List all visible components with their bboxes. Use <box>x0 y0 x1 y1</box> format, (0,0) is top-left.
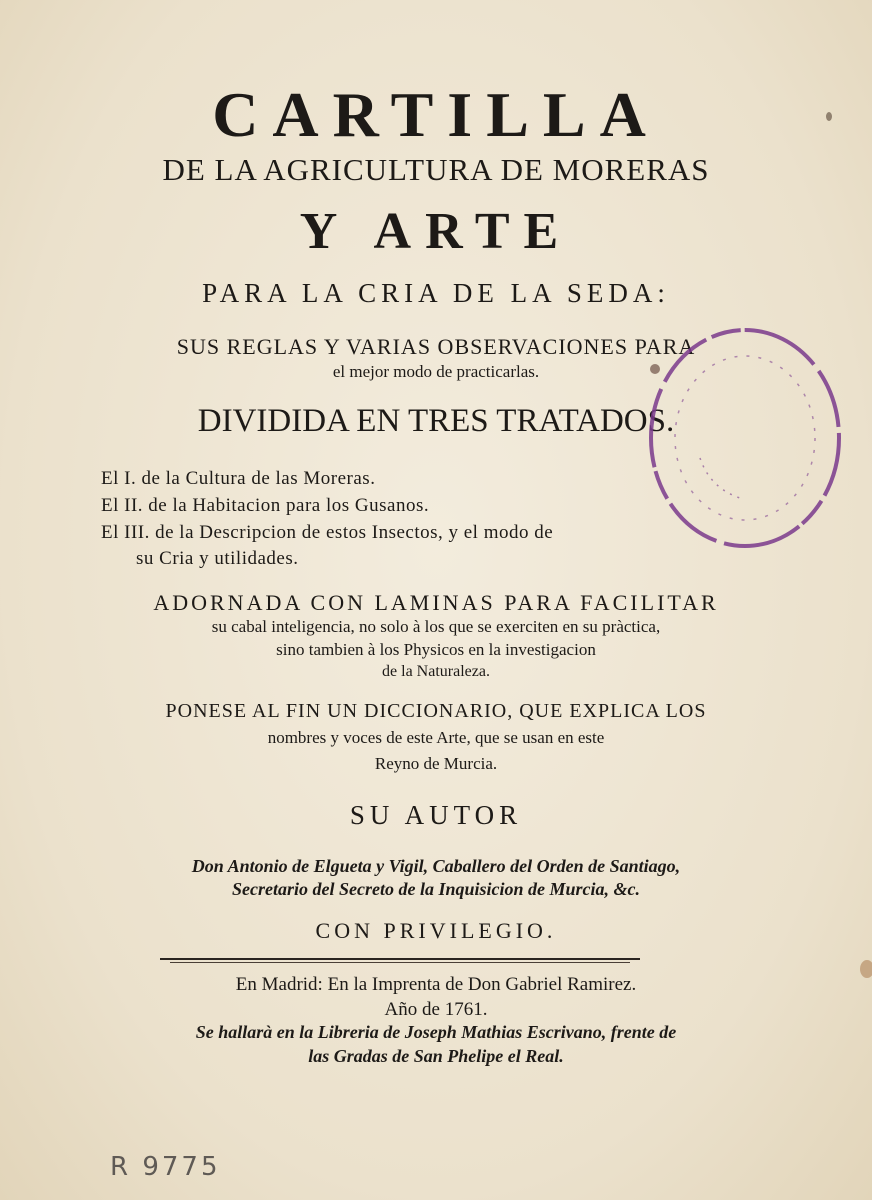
adornment-line: ADORNADA CON LAMINAS PARA FACILITAR <box>153 590 719 615</box>
dictionary-line: Reyno de Murcia. <box>374 754 498 773</box>
treatise-item: El II. de la Habitacion para los Gusanos. <box>101 495 430 516</box>
subtitle-line: PARA LA CRIA DE LA SEDA: <box>202 278 670 308</box>
author-line: Secretario del Secreto de la Inquisicion de Murcia, &c. <box>232 879 640 899</box>
library-stamp-icon <box>640 318 850 558</box>
subtitle-line: SUS REGLAS Y VARIAS OBSERVACIONES PARA <box>176 334 696 359</box>
imprint-line: Año de 1761. <box>384 999 488 1020</box>
subtitle-line: el mejor modo de practicarlas. <box>332 362 540 381</box>
author-line: Don Antonio de Elgueta y Vigil, Caballero del Orden de Santiago, <box>191 856 681 876</box>
division-heading: DIVIDIDA EN TRES TRATADOS. <box>197 403 675 439</box>
adornment-line: de la Naturaleza. <box>382 663 490 680</box>
author-heading: SU AUTOR <box>349 800 523 830</box>
imprint-line: En Madrid: En la Imprenta de Don Gabriel Ramirez. <box>235 974 637 995</box>
subtitle-line: Y ARTE <box>299 203 573 260</box>
book-title: CARTILLA <box>212 79 660 150</box>
shelfmark-annotation: R 9775 <box>110 1152 221 1182</box>
divider-rule <box>170 962 630 963</box>
adornment-line: sino tambien à los Physicos en la investigacion <box>276 640 596 659</box>
imprint-line: Se hallarà en la Libreria de Joseph Mathias Escrivano, frente de <box>195 1022 677 1042</box>
privilege-line: CON PRIVILEGIO. <box>315 918 557 943</box>
dictionary-line: nombres y voces de este Arte, que se usan en este <box>267 728 605 747</box>
adornment-line: su cabal inteligencia, no solo à los que se exerciten en su pràctica, <box>211 617 661 636</box>
treatise-item: su Cria y utilidades. <box>136 548 299 569</box>
subtitle-line: DE LA AGRICULTURA DE MORERAS <box>162 152 710 187</box>
imprint-line: las Gradas de San Phelipe el Real. <box>308 1046 564 1066</box>
dictionary-line: PONESE AL FIN UN DICCIONARIO, QUE EXPLICA LOS <box>165 700 707 722</box>
treatise-item: El III. de la Descripcion de estos Insectos, y el modo de <box>101 522 554 543</box>
treatise-item: El I. de la Cultura de las Moreras. <box>101 468 376 489</box>
divider-rule <box>160 958 640 960</box>
